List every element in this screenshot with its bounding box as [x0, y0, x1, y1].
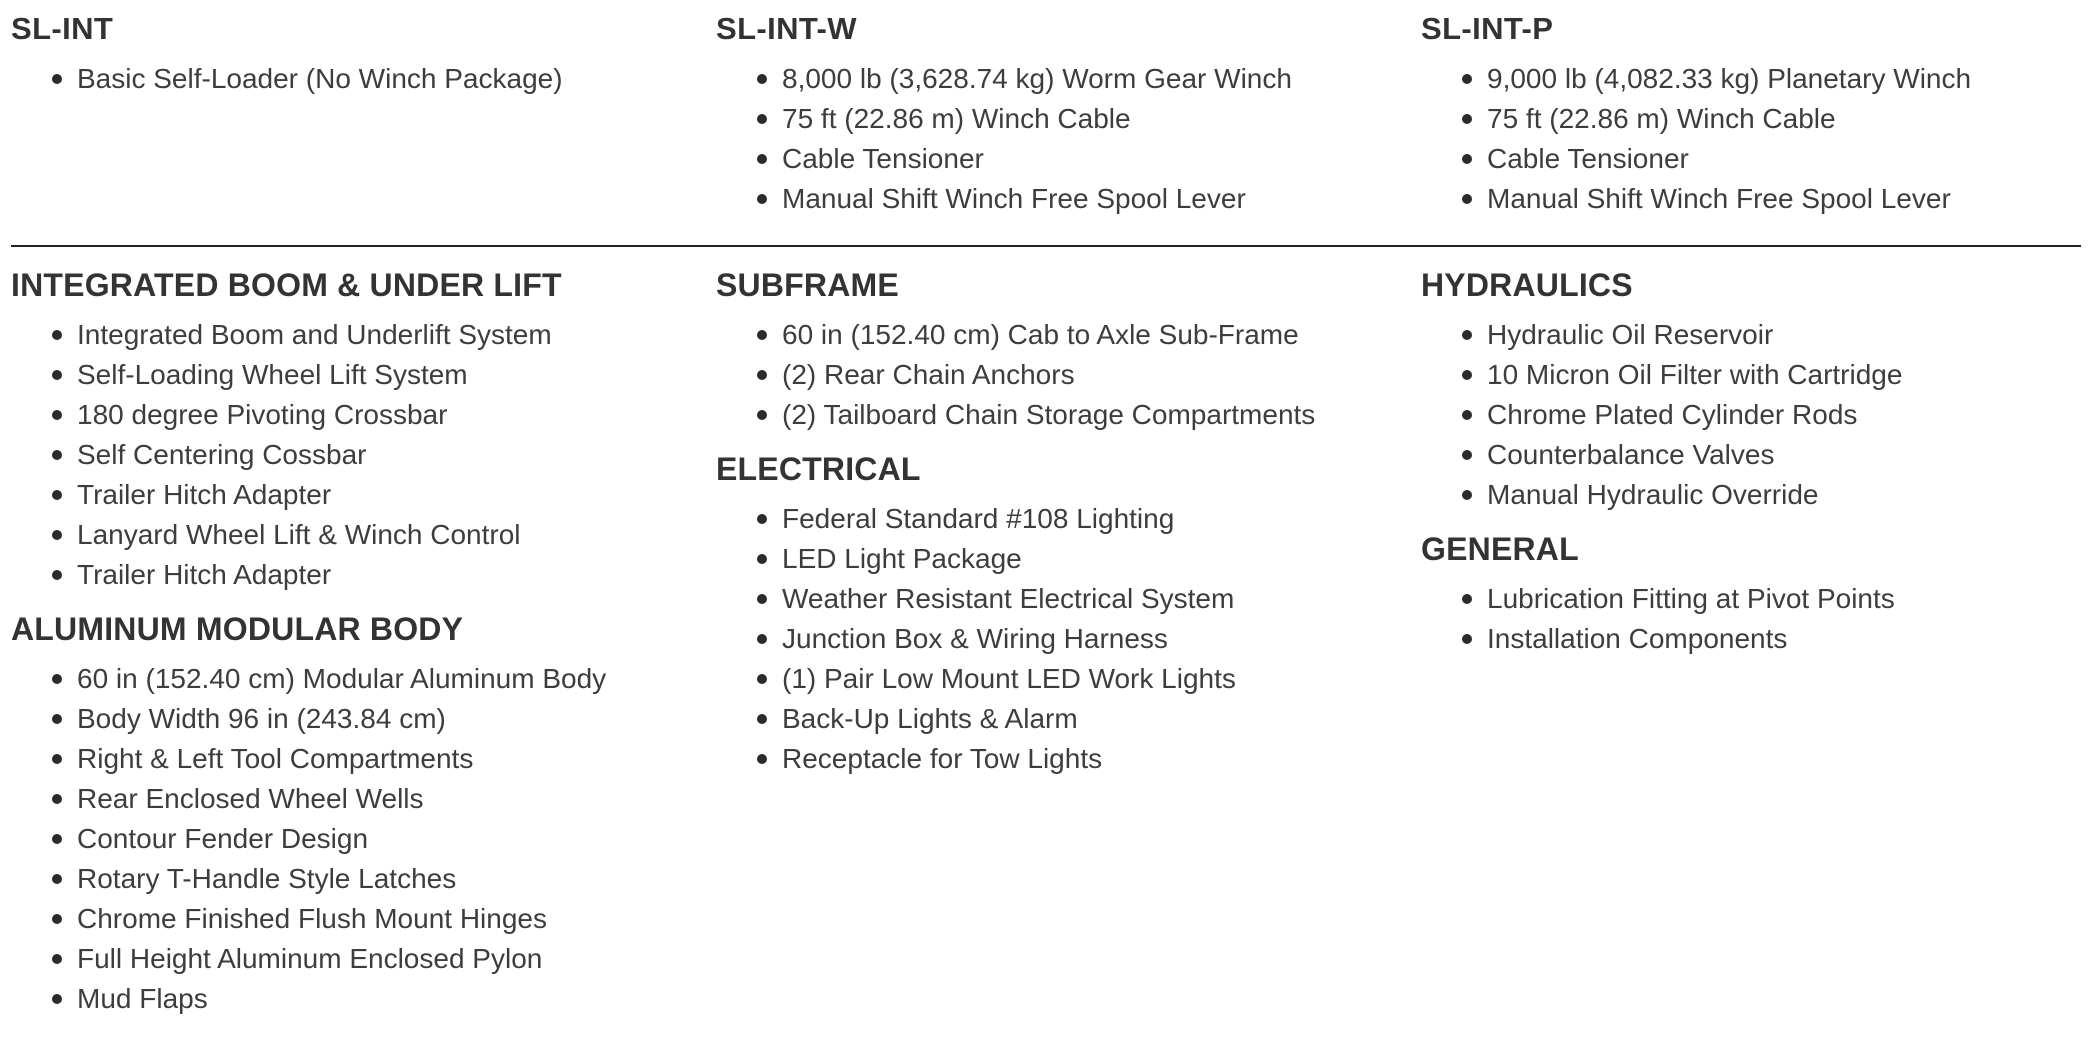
list-item: (1) Pair Low Mount LED Work Lights: [782, 659, 1421, 699]
bullet-icon: [52, 914, 62, 924]
bullet-icon: [52, 674, 62, 684]
section-body: [11, 609, 716, 1019]
model-feature-list: [1421, 59, 2081, 219]
list-item: Mud Flaps: [77, 979, 716, 1019]
bullet-icon: [1462, 410, 1472, 420]
list-item: Chrome Finished Flush Mount Hinges: [77, 899, 716, 939]
bullet-icon: [757, 370, 767, 380]
list-item: Rear Enclosed Wheel Wells: [77, 779, 716, 819]
list-item: Full Height Aluminum Enclosed Pylon: [77, 939, 716, 979]
section-feature-list: [11, 315, 716, 595]
list-item: Self Centering Cossbar: [77, 435, 716, 475]
section-title: HYDRAULICS: [1421, 267, 1633, 303]
section-hydraulics: [1421, 265, 2081, 515]
list-item: Trailer Hitch Adapter: [77, 555, 716, 595]
list-item: Lubrication Fitting at Pivot Points: [1487, 579, 2081, 619]
model-feature-list: [11, 59, 716, 99]
list-item: 75 ft (22.86 m) Winch Cable: [782, 99, 1421, 139]
bullet-icon: [1462, 330, 1472, 340]
list-item: 10 Micron Oil Filter with Cartridge: [1487, 355, 2081, 395]
list-item: Body Width 96 in (243.84 cm): [77, 699, 716, 739]
bullet-icon: [1462, 74, 1472, 84]
section-feature-list: [1421, 315, 2081, 515]
section-general: [1421, 529, 2081, 659]
model-feature-list: [716, 59, 1421, 219]
list-item: LED Light Package: [782, 539, 1421, 579]
list-item: 75 ft (22.86 m) Winch Cable: [1487, 99, 2081, 139]
bullet-icon: [757, 114, 767, 124]
bullet-icon: [757, 674, 767, 684]
bullet-icon: [757, 154, 767, 164]
model-title: SL-INT: [11, 11, 114, 46]
list-item: Weather Resistant Electrical System: [782, 579, 1421, 619]
list-item: Junction Box & Wiring Harness: [782, 619, 1421, 659]
bullet-icon: [1462, 154, 1472, 164]
bullet-icon: [52, 874, 62, 884]
list-item: Cable Tensioner: [1487, 139, 2081, 179]
list-item: 60 in (152.40 cm) Modular Aluminum Body: [77, 659, 716, 699]
section-feature-list: [1421, 579, 2081, 659]
model-title: SL-INT-P: [1421, 11, 1554, 46]
list-item: Integrated Boom and Underlift System: [77, 315, 716, 355]
bullet-icon: [757, 330, 767, 340]
list-item: Counterbalance Valves: [1487, 435, 2081, 475]
bullet-icon: [757, 514, 767, 524]
bullet-icon: [52, 370, 62, 380]
list-item: Trailer Hitch Adapter: [77, 475, 716, 515]
list-item: (2) Rear Chain Anchors: [782, 355, 1421, 395]
spec-column-middle: [716, 265, 1421, 793]
section-title: GENERAL: [1421, 531, 1579, 567]
section-boom: [11, 265, 716, 595]
section-title: ELECTRICAL: [716, 451, 921, 487]
list-item: Cable Tensioner: [782, 139, 1421, 179]
model-sl-int-w: [716, 9, 1421, 219]
list-item: (2) Tailboard Chain Storage Compartments: [782, 395, 1421, 435]
list-item: Installation Components: [1487, 619, 2081, 659]
list-item: Back-Up Lights & Alarm: [782, 699, 1421, 739]
bullet-icon: [757, 194, 767, 204]
list-item: Self-Loading Wheel Lift System: [77, 355, 716, 395]
bullet-icon: [757, 754, 767, 764]
list-item: Lanyard Wheel Lift & Winch Control: [77, 515, 716, 555]
bullet-icon: [52, 994, 62, 1004]
model-row: [11, 0, 2081, 216]
spec-sheet: [11, 0, 2081, 1033]
list-item: 60 in (152.40 cm) Cab to Axle Sub-Frame: [782, 315, 1421, 355]
section-title: ALUMINUM MODULAR BODY: [11, 611, 464, 647]
bullet-icon: [1462, 594, 1472, 604]
bullet-icon: [757, 554, 767, 564]
list-item: 9,000 lb (4,082.33 kg) Planetary Winch: [1487, 59, 2081, 99]
list-item: Manual Shift Winch Free Spool Lever: [1487, 179, 2081, 219]
bullet-icon: [1462, 634, 1472, 644]
section-subframe: [716, 265, 1421, 435]
bullet-icon: [52, 794, 62, 804]
bullet-icon: [1462, 450, 1472, 460]
bullet-icon: [52, 330, 62, 340]
bullet-icon: [757, 594, 767, 604]
bullet-icon: [52, 754, 62, 764]
section-feature-list: [11, 659, 716, 1019]
bullet-icon: [52, 714, 62, 724]
bullet-icon: [52, 490, 62, 500]
bullet-icon: [52, 570, 62, 580]
bullet-icon: [757, 410, 767, 420]
list-item: Manual Shift Winch Free Spool Lever: [782, 179, 1421, 219]
spec-row: [11, 247, 2081, 1033]
bullet-icon: [757, 634, 767, 644]
model-sl-int: [11, 9, 716, 99]
bullet-icon: [52, 410, 62, 420]
section-title: INTEGRATED BOOM & UNDER LIFT: [11, 267, 562, 303]
list-item: Chrome Plated Cylinder Rods: [1487, 395, 2081, 435]
list-item: Basic Self-Loader (No Winch Package): [77, 59, 716, 99]
list-item: Rotary T-Handle Style Latches: [77, 859, 716, 899]
bullet-icon: [52, 954, 62, 964]
section-electrical: [716, 449, 1421, 779]
list-item: Receptacle for Tow Lights: [782, 739, 1421, 779]
bullet-icon: [1462, 370, 1472, 380]
bullet-icon: [52, 450, 62, 460]
model-title: SL-INT-W: [716, 11, 857, 46]
list-item: 180 degree Pivoting Crossbar: [77, 395, 716, 435]
bullet-icon: [52, 834, 62, 844]
bullet-icon: [52, 530, 62, 540]
section-feature-list: [716, 499, 1421, 779]
bullet-icon: [757, 74, 767, 84]
spec-column-right: [1421, 265, 2081, 673]
list-item: Right & Left Tool Compartments: [77, 739, 716, 779]
list-item: Hydraulic Oil Reservoir: [1487, 315, 2081, 355]
section-title: SUBFRAME: [716, 267, 899, 303]
bullet-icon: [1462, 114, 1472, 124]
list-item: Federal Standard #108 Lighting: [782, 499, 1421, 539]
list-item: Contour Fender Design: [77, 819, 716, 859]
bullet-icon: [757, 714, 767, 724]
bullet-icon: [1462, 194, 1472, 204]
model-sl-int-p: [1421, 9, 2081, 219]
bullet-icon: [1462, 490, 1472, 500]
list-item: 8,000 lb (3,628.74 kg) Worm Gear Winch: [782, 59, 1421, 99]
spec-column-left: [11, 265, 716, 1033]
section-feature-list: [716, 315, 1421, 435]
bullet-icon: [52, 74, 62, 84]
list-item: Manual Hydraulic Override: [1487, 475, 2081, 515]
